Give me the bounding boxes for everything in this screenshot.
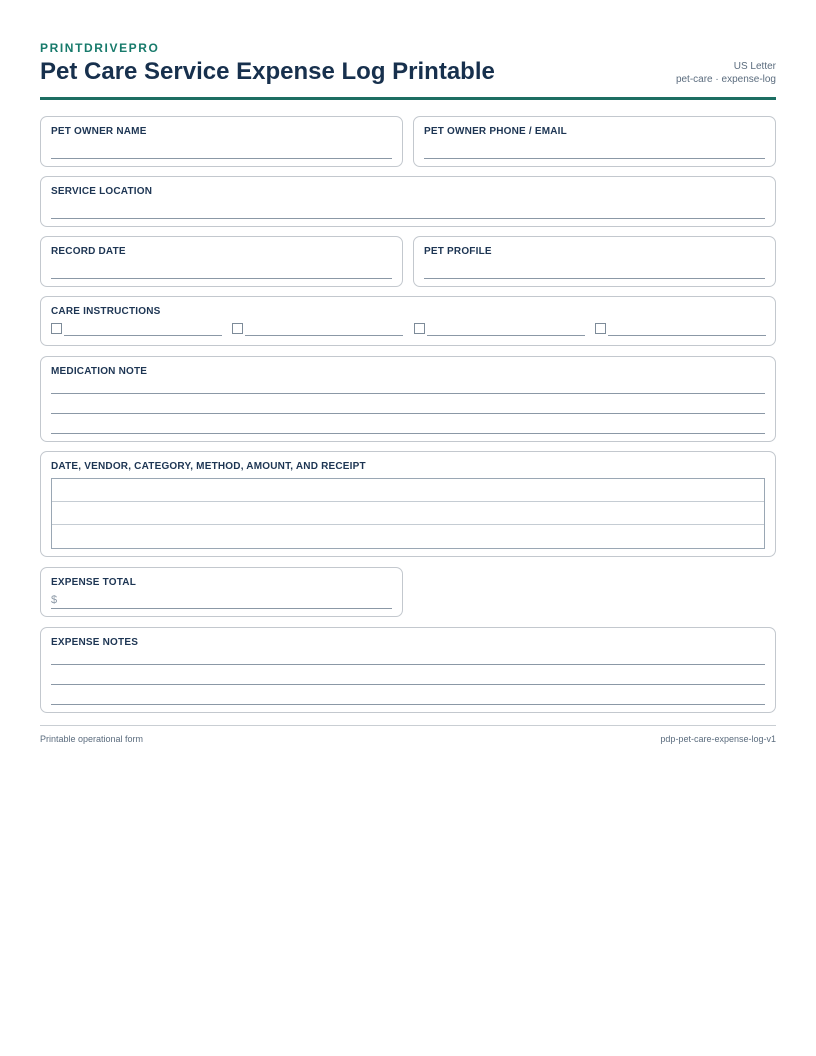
- expense-total-label: EXPENSE TOTAL: [51, 577, 137, 588]
- record-date-field: [40, 236, 403, 287]
- pet-profile-label: PET PROFILE: [424, 246, 492, 257]
- footer-divider: [40, 725, 776, 726]
- service-location-field: [40, 176, 776, 227]
- owner-name-field: [40, 116, 403, 167]
- care-instruction-checkbox[interactable]: [51, 323, 62, 334]
- care-instruction-item: [51, 323, 222, 337]
- medication-note-label: MEDICATION NOTE: [51, 366, 148, 377]
- owner-contact-label: PET OWNER PHONE / EMAIL: [424, 126, 567, 137]
- expense-total-field: [40, 567, 403, 617]
- owner-name-label: PET OWNER NAME: [51, 126, 147, 137]
- expense-notes-label: EXPENSE NOTES: [51, 637, 139, 648]
- service-location-input-line[interactable]: [51, 218, 765, 219]
- owner-name-input-line[interactable]: [51, 158, 392, 159]
- care-instructions-field: [40, 296, 776, 346]
- care-instructions-label: CARE INSTRUCTIONS: [51, 306, 161, 317]
- pet-profile-field: [413, 236, 776, 287]
- expense-table-field: [40, 451, 776, 557]
- owner-contact-field: [413, 116, 776, 167]
- form-id: pdp-pet-care-expense-log-v1: [660, 734, 776, 744]
- brand-name: PRINTDRIVEPRO: [40, 41, 160, 55]
- care-instruction-line[interactable]: [64, 335, 222, 336]
- header-divider: [40, 97, 776, 100]
- document-meta: [676, 60, 776, 86]
- care-instruction-item: [414, 323, 585, 337]
- expense-table-label: DATE, VENDOR, CATEGORY, METHOD, AMOUNT, AND RECEIPT: [51, 461, 366, 472]
- care-instruction-line[interactable]: [427, 335, 585, 336]
- care-instruction-item: [595, 323, 766, 337]
- expense-total-input-line[interactable]: [51, 608, 392, 609]
- care-instruction-item: [232, 323, 403, 337]
- currency-symbol: $: [51, 594, 58, 606]
- expense-notes-line[interactable]: [51, 664, 765, 665]
- expense-notes-field: [40, 627, 776, 713]
- medication-note-line[interactable]: [51, 413, 765, 414]
- expense-notes-line[interactable]: [51, 684, 765, 685]
- service-location-label: SERVICE LOCATION: [51, 186, 153, 197]
- owner-contact-input-line[interactable]: [424, 158, 765, 159]
- pet-profile-input-line[interactable]: [424, 278, 765, 279]
- expense-notes-line[interactable]: [51, 704, 765, 705]
- medication-note-line[interactable]: [51, 393, 765, 394]
- care-instruction-checkbox[interactable]: [595, 323, 606, 334]
- record-date-input-line[interactable]: [51, 278, 392, 279]
- record-date-label: RECORD DATE: [51, 246, 126, 257]
- tags-label: pet-care · expense-log: [675, 74, 776, 85]
- table-row[interactable]: [52, 502, 764, 525]
- care-instruction-line[interactable]: [245, 335, 403, 336]
- footer-caption: Printable operational form: [40, 734, 144, 744]
- page-title: Pet Care Service Expense Log Printable: [40, 58, 495, 85]
- medication-note-field: [40, 356, 776, 442]
- care-instruction-checkbox[interactable]: [232, 323, 243, 334]
- medication-note-line[interactable]: [51, 433, 765, 434]
- paper-size-label: US Letter: [733, 61, 776, 72]
- table-row[interactable]: [52, 525, 764, 548]
- care-instruction-checkbox[interactable]: [414, 323, 425, 334]
- expense-table: [51, 478, 765, 549]
- table-row[interactable]: [52, 479, 764, 502]
- care-instruction-line[interactable]: [608, 335, 766, 336]
